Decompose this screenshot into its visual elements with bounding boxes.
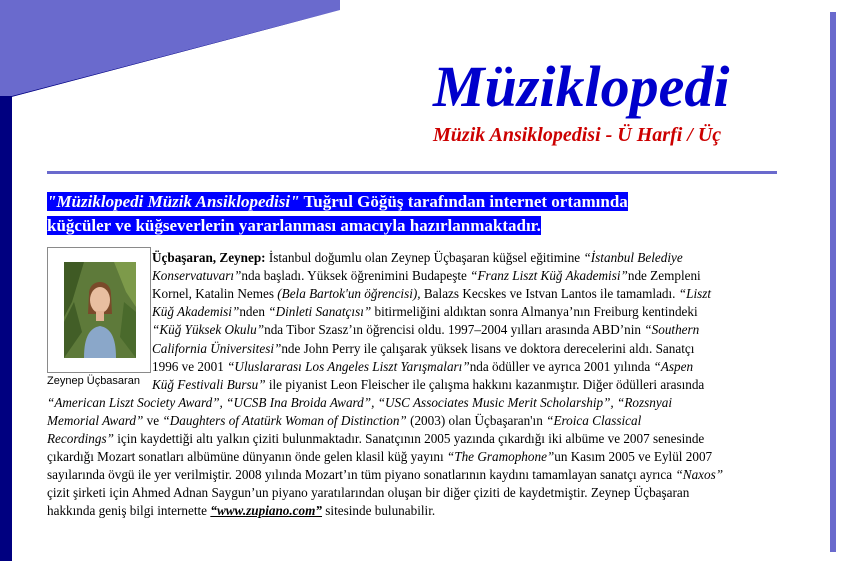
- biography-text-segment: “Uluslararası Los Angeles Liszt Yarışmaları”: [227, 358, 470, 374]
- biography-text-segment: “Daughters of Atatürk Woman of Distinction”: [162, 412, 407, 428]
- biography-line: [152, 286, 711, 302]
- biography-text-segment: Memorial Award”: [47, 412, 144, 428]
- biography-line: [152, 250, 683, 266]
- biography-line: [152, 304, 698, 320]
- biography-text-segment: 1996 ve 2001: [152, 358, 228, 374]
- biography-text-segment: Küğ Akademisi”: [152, 304, 240, 320]
- biography-text-segment: nda Tibor Szasz’ın öğrencisi oldu. 1997–2004 yılları arasında ABD’nin: [264, 322, 645, 338]
- biography-text-segment: “Southern: [644, 322, 700, 338]
- biography-text-segment: ve: [143, 412, 163, 428]
- biography-line: [47, 395, 672, 411]
- biography-line: [152, 359, 693, 375]
- biography-text-segment: “Aspen: [653, 358, 694, 374]
- intro-paragraph: [47, 190, 747, 238]
- photo-caption: Zeynep Üçbasaran: [47, 375, 140, 387]
- biography-line: [47, 467, 723, 483]
- biography-text-segment: “Naxos”: [675, 467, 724, 483]
- biography-text-segment: sitesinde bulunabilir.: [321, 503, 436, 519]
- biography-text-segment: nda başladı. Yüksek öğrenimini Budapeşte: [241, 268, 471, 284]
- biography-text-segment: “İstanbul Belediye: [583, 250, 683, 265]
- site-subtitle: Müzik Ansiklopedisi - Ü Harfi / Üç: [433, 124, 722, 146]
- biography-text-segment: “American Liszt Society Award”, “UCSB Ina Broida Award”, “USC Associates Music Merit Scholarship”, “Rozsnyai: [47, 394, 672, 410]
- biography-text-segment: bitirmeliğini aldıktan sonra Almanya’nın Freiburg kentindeki: [371, 304, 698, 320]
- biography-line: [47, 431, 704, 447]
- biography-text-segment: “Liszt: [678, 286, 712, 302]
- biography-text-segment: un Kasım 2005 ve Eylül 2007: [554, 449, 713, 465]
- left-accent-bar: [0, 96, 12, 561]
- website-link[interactable]: “www.zupiano.com”: [210, 503, 322, 519]
- biography-text-segment: “Eroica Classical: [546, 412, 642, 428]
- biography-line: [152, 377, 704, 393]
- intro-rest: Tuğrul Göğüş tarafından internet ortamında: [299, 192, 628, 211]
- biography-text-segment: hakkında geniş bilgi internette: [47, 503, 211, 519]
- biography-text-segment: Kornel, Katalin Nemes: [152, 286, 278, 302]
- biography-text-segment: “Franz Liszt Küğ Akademisi”: [470, 268, 628, 284]
- biography-text-segment: çıkardığı Mozart sonatları albümüne dünyanın önde gelen klasil küğ yayını: [47, 449, 447, 465]
- biography-text-segment: “The Gramophone”: [446, 449, 555, 465]
- biography-text-segment: İstanbul doğumlu olan Zeynep Üçbaşaran küğsel eğitimine: [265, 250, 584, 265]
- right-accent-bar: [830, 12, 836, 552]
- intro-line-1: [47, 192, 628, 211]
- intro-highlight: "Müziklopedi Müzik Ansiklopedisi": [47, 192, 300, 211]
- site-title: Müziklopedi: [433, 54, 730, 119]
- biography-text-segment: için kaydettiği altı yalkın çiziti bulunmaktadır. Sanatçının 2005 yazında çıkardığı iki albüme ve 2007 senesinde: [113, 431, 705, 446]
- intro-line-2: küğcüler ve küğseverlerin yararlanması amacıyla hazırlanmaktadır.: [47, 216, 541, 235]
- biography-line: [47, 485, 689, 501]
- portrait-photo: [64, 262, 136, 358]
- biography-text-segment: “Dinleti Sanatçısı”: [268, 304, 372, 320]
- biography-line: [152, 341, 694, 357]
- biography-text-segment: Balazs Kecskes ve Istvan Lantos ile tamamladı.: [420, 286, 679, 302]
- biography-text-segment: Recordings”: [47, 431, 114, 446]
- entry-name: Üçbaşaran, Zeynep:: [152, 250, 266, 265]
- biography-line: [152, 322, 699, 338]
- biography-text-segment: Konservatuvarı”: [152, 268, 242, 284]
- biography-text-segment: nde John Perry ile çalışarak yüksek lisans ve doktora derecelerini aldı. Sanatçı: [281, 340, 695, 356]
- biography-text-segment: çizit şirketi için Ahmed Adnan Saygun’un piyano yaratılarından oluşan bir diğer çiziti de kaydetmiştir. Zeynep Üçbaşaran: [47, 485, 690, 501]
- biography-text-segment: (2003) olan Üçbaşaran'ın: [406, 412, 547, 428]
- biography-text-segment: “Küğ Yüksek Okulu”: [152, 322, 265, 338]
- header-divider: [47, 171, 777, 174]
- biography-line: [47, 413, 641, 429]
- biography-text-segment: (Bela Bartok'un öğrencisi),: [277, 286, 421, 302]
- biography-line: [152, 268, 701, 284]
- biography-text-segment: nde Zempleni: [627, 268, 701, 284]
- biography-line: [47, 449, 712, 465]
- biography-text-segment: Küğ Festivali Bursu”: [152, 376, 266, 392]
- biography-text-segment: nda ödüller ve ayrıca 2001 yılında: [469, 358, 654, 374]
- profile-photo-frame: [47, 247, 151, 373]
- biography-text-segment: sayılarında övgü ile yer verilmiştir. 2008 yılında Mozart’ın tüm piyano sonatlarının kaydını tamamlayan sanatçı ayrıca: [47, 467, 676, 483]
- biography-line: [47, 503, 435, 519]
- biography-text-segment: nden: [239, 304, 269, 320]
- biography-text-segment: ile piyanist Leon Fleischer ile çalışma hakkını kazanmıştır. Diğer ödülleri arasında: [265, 376, 705, 392]
- biography-text-segment: California Üniversitesi”: [152, 340, 282, 356]
